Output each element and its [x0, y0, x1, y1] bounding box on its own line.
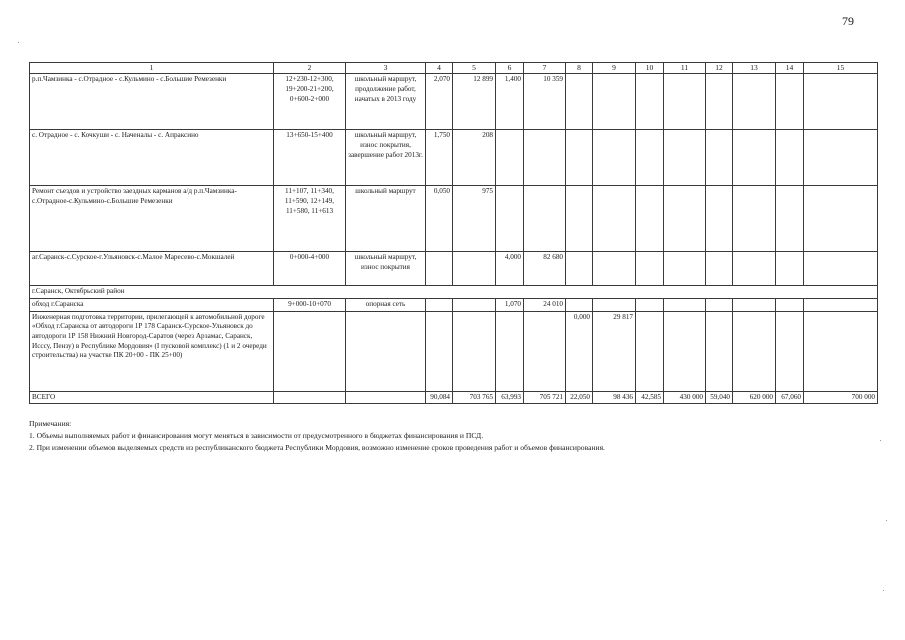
value-cell	[566, 130, 593, 186]
value-cell: 67,060	[776, 391, 804, 404]
value-cell	[453, 298, 496, 311]
value-cell	[496, 130, 524, 186]
note-2: 2. При изменении объемов выделяемых средств из республиканского бюджета Республики Мордовия, возможно изменение сроков проведения работ и объемов финансирования.	[29, 442, 605, 452]
reason-cell: опорная сеть	[346, 298, 426, 311]
column-number: 11	[664, 63, 706, 74]
value-cell: 4,000	[496, 252, 524, 286]
chainage-cell: 9+000-10+070	[274, 298, 346, 311]
column-number: 8	[566, 63, 593, 74]
value-cell	[733, 252, 776, 286]
value-cell: 98 436	[593, 391, 636, 404]
value-cell	[804, 186, 878, 252]
value-cell	[706, 74, 733, 130]
object-name-cell: обход г.Саранска	[30, 298, 274, 311]
value-cell	[733, 186, 776, 252]
value-cell	[706, 311, 733, 391]
table-row	[30, 298, 878, 311]
table-row	[30, 311, 878, 391]
value-cell	[453, 252, 496, 286]
value-cell	[593, 298, 636, 311]
value-cell	[593, 252, 636, 286]
value-cell: 705 721	[524, 391, 566, 404]
value-cell	[776, 130, 804, 186]
column-number: 13	[733, 63, 776, 74]
value-cell: 1,750	[426, 130, 453, 186]
value-cell	[496, 186, 524, 252]
column-number: 14	[776, 63, 804, 74]
reason-cell: школьный маршрут, износ покрытия	[346, 252, 426, 286]
value-cell	[593, 186, 636, 252]
object-name-cell: р.п.Чамзинка - с.Отрадное - с.Кульмино - с.Большие Ремезенки	[30, 74, 274, 130]
column-number: 5	[453, 63, 496, 74]
column-number: 9	[593, 63, 636, 74]
table-header-row	[30, 63, 878, 74]
chainage-cell	[274, 391, 346, 404]
value-cell: 63,993	[496, 391, 524, 404]
value-cell	[636, 311, 664, 391]
note-1: 1. Объемы выполняемых работ и финансирования могут меняться в зависимости от предусмотренного в бюджетах финансирования и ПСД.	[29, 430, 484, 440]
value-cell	[733, 298, 776, 311]
value-cell	[453, 311, 496, 391]
column-number: 2	[274, 63, 346, 74]
value-cell: 703 765	[453, 391, 496, 404]
value-cell	[664, 252, 706, 286]
chainage-cell: 13+650-15+400	[274, 130, 346, 186]
value-cell: 0,000	[566, 311, 593, 391]
value-cell	[524, 130, 566, 186]
scan-speck	[883, 590, 884, 591]
value-cell: 700 000	[804, 391, 878, 404]
value-cell: 22,050	[566, 391, 593, 404]
value-cell	[804, 311, 878, 391]
value-cell	[804, 74, 878, 130]
value-cell	[566, 186, 593, 252]
value-cell	[664, 298, 706, 311]
column-number: 15	[804, 63, 878, 74]
value-cell	[426, 252, 453, 286]
value-cell: 0,050	[426, 186, 453, 252]
value-cell: 10 359	[524, 74, 566, 130]
page-number: 79	[842, 14, 854, 28]
value-cell	[566, 298, 593, 311]
value-cell	[706, 186, 733, 252]
table-row	[30, 74, 878, 130]
scan-speck	[886, 520, 887, 521]
total-row	[30, 391, 878, 404]
chainage-cell: 0+000-4+000	[274, 252, 346, 286]
table-row	[30, 130, 878, 186]
chainage-cell: 11+107, 11+340, 11+590, 12+149, 11+580, 11+613	[274, 186, 346, 252]
object-name-cell: Ремонт съездов и устройство заездных карманов а/д р.п.Чамзинка-с.Отрадное-с.Кульмино-с.Большие Ремезенки	[30, 186, 274, 252]
value-cell	[593, 74, 636, 130]
column-number: 1	[30, 63, 274, 74]
financing-table	[29, 62, 878, 404]
value-cell: 620 000	[733, 391, 776, 404]
column-number: 3	[346, 63, 426, 74]
table-row	[30, 252, 878, 286]
value-cell	[776, 311, 804, 391]
column-number: 7	[524, 63, 566, 74]
object-name-cell: Инженерная подготовка территории, прилегающей к автомобильной дороге «Обход г.Саранска от автодороги 1Р 178 Саранск-Сурское-Ульяновск до автодороги 1Р 158 Нижний Новгород-Саратов (через Арзамас, Саранск, Исссу, Пензу) в Республике Мордовия» (I пусковой комплекс) (1 и 2 очереди строительства) на участке ПК 20+00 - ПК 25+00)	[30, 311, 274, 391]
value-cell: 1,070	[496, 298, 524, 311]
value-cell	[636, 186, 664, 252]
notes-block	[29, 418, 605, 453]
value-cell: 24 010	[524, 298, 566, 311]
value-cell	[733, 311, 776, 391]
value-cell	[804, 252, 878, 286]
chainage-cell	[274, 311, 346, 391]
value-cell	[636, 252, 664, 286]
column-number: 6	[496, 63, 524, 74]
value-cell	[664, 311, 706, 391]
column-number: 12	[706, 63, 733, 74]
value-cell: 975	[453, 186, 496, 252]
value-cell	[706, 130, 733, 186]
value-cell	[733, 74, 776, 130]
value-cell	[566, 74, 593, 130]
value-cell: 42,585	[636, 391, 664, 404]
value-cell	[426, 311, 453, 391]
value-cell	[636, 130, 664, 186]
value-cell: 90,084	[426, 391, 453, 404]
value-cell	[706, 298, 733, 311]
value-cell: 430 000	[664, 391, 706, 404]
reason-cell	[346, 391, 426, 404]
value-cell	[664, 186, 706, 252]
table-row	[30, 186, 878, 252]
value-cell: 59,040	[706, 391, 733, 404]
scan-speck	[18, 42, 19, 43]
notes-title: Примечания:	[29, 419, 72, 428]
object-name-cell: аг.Саранск-с.Сурское-г.Ульяновск-с.Малое Маресево-с.Мокшалей	[30, 252, 274, 286]
value-cell	[636, 298, 664, 311]
chainage-cell: 12+230-12+300, 19+200-21+200, 0+600-2+000	[274, 74, 346, 130]
value-cell	[636, 74, 664, 130]
value-cell	[524, 186, 566, 252]
value-cell	[776, 252, 804, 286]
value-cell	[776, 186, 804, 252]
reason-cell: школьный маршрут, износ покрытия, завершение работ 2013г.	[346, 130, 426, 186]
value-cell	[496, 311, 524, 391]
value-cell	[776, 74, 804, 130]
value-cell	[733, 130, 776, 186]
object-name-cell: ВСЕГО	[30, 391, 274, 404]
value-cell	[706, 252, 733, 286]
value-cell	[593, 130, 636, 186]
column-number: 4	[426, 63, 453, 74]
value-cell: 82 680	[524, 252, 566, 286]
section-row	[30, 286, 878, 299]
reason-cell	[346, 311, 426, 391]
object-name-cell: с. Отрадное - с. Кочкуши - с. Наченалы - с. Апраксино	[30, 130, 274, 186]
value-cell: 12 899	[453, 74, 496, 130]
value-cell	[804, 130, 878, 186]
value-cell	[664, 74, 706, 130]
value-cell: 1,400	[496, 74, 524, 130]
value-cell: 2,070	[426, 74, 453, 130]
column-number: 10	[636, 63, 664, 74]
value-cell	[664, 130, 706, 186]
reason-cell: школьный маршрут	[346, 186, 426, 252]
value-cell	[804, 298, 878, 311]
value-cell	[426, 298, 453, 311]
value-cell: 208	[453, 130, 496, 186]
value-cell	[566, 252, 593, 286]
reason-cell: школьный маршрут, продолжение работ, начатых в 2013 году	[346, 74, 426, 130]
section-title: г.Саранск, Октябрьский район	[30, 286, 878, 299]
value-cell	[776, 298, 804, 311]
scan-speck	[880, 440, 881, 441]
value-cell	[524, 311, 566, 391]
value-cell: 29 817	[593, 311, 636, 391]
